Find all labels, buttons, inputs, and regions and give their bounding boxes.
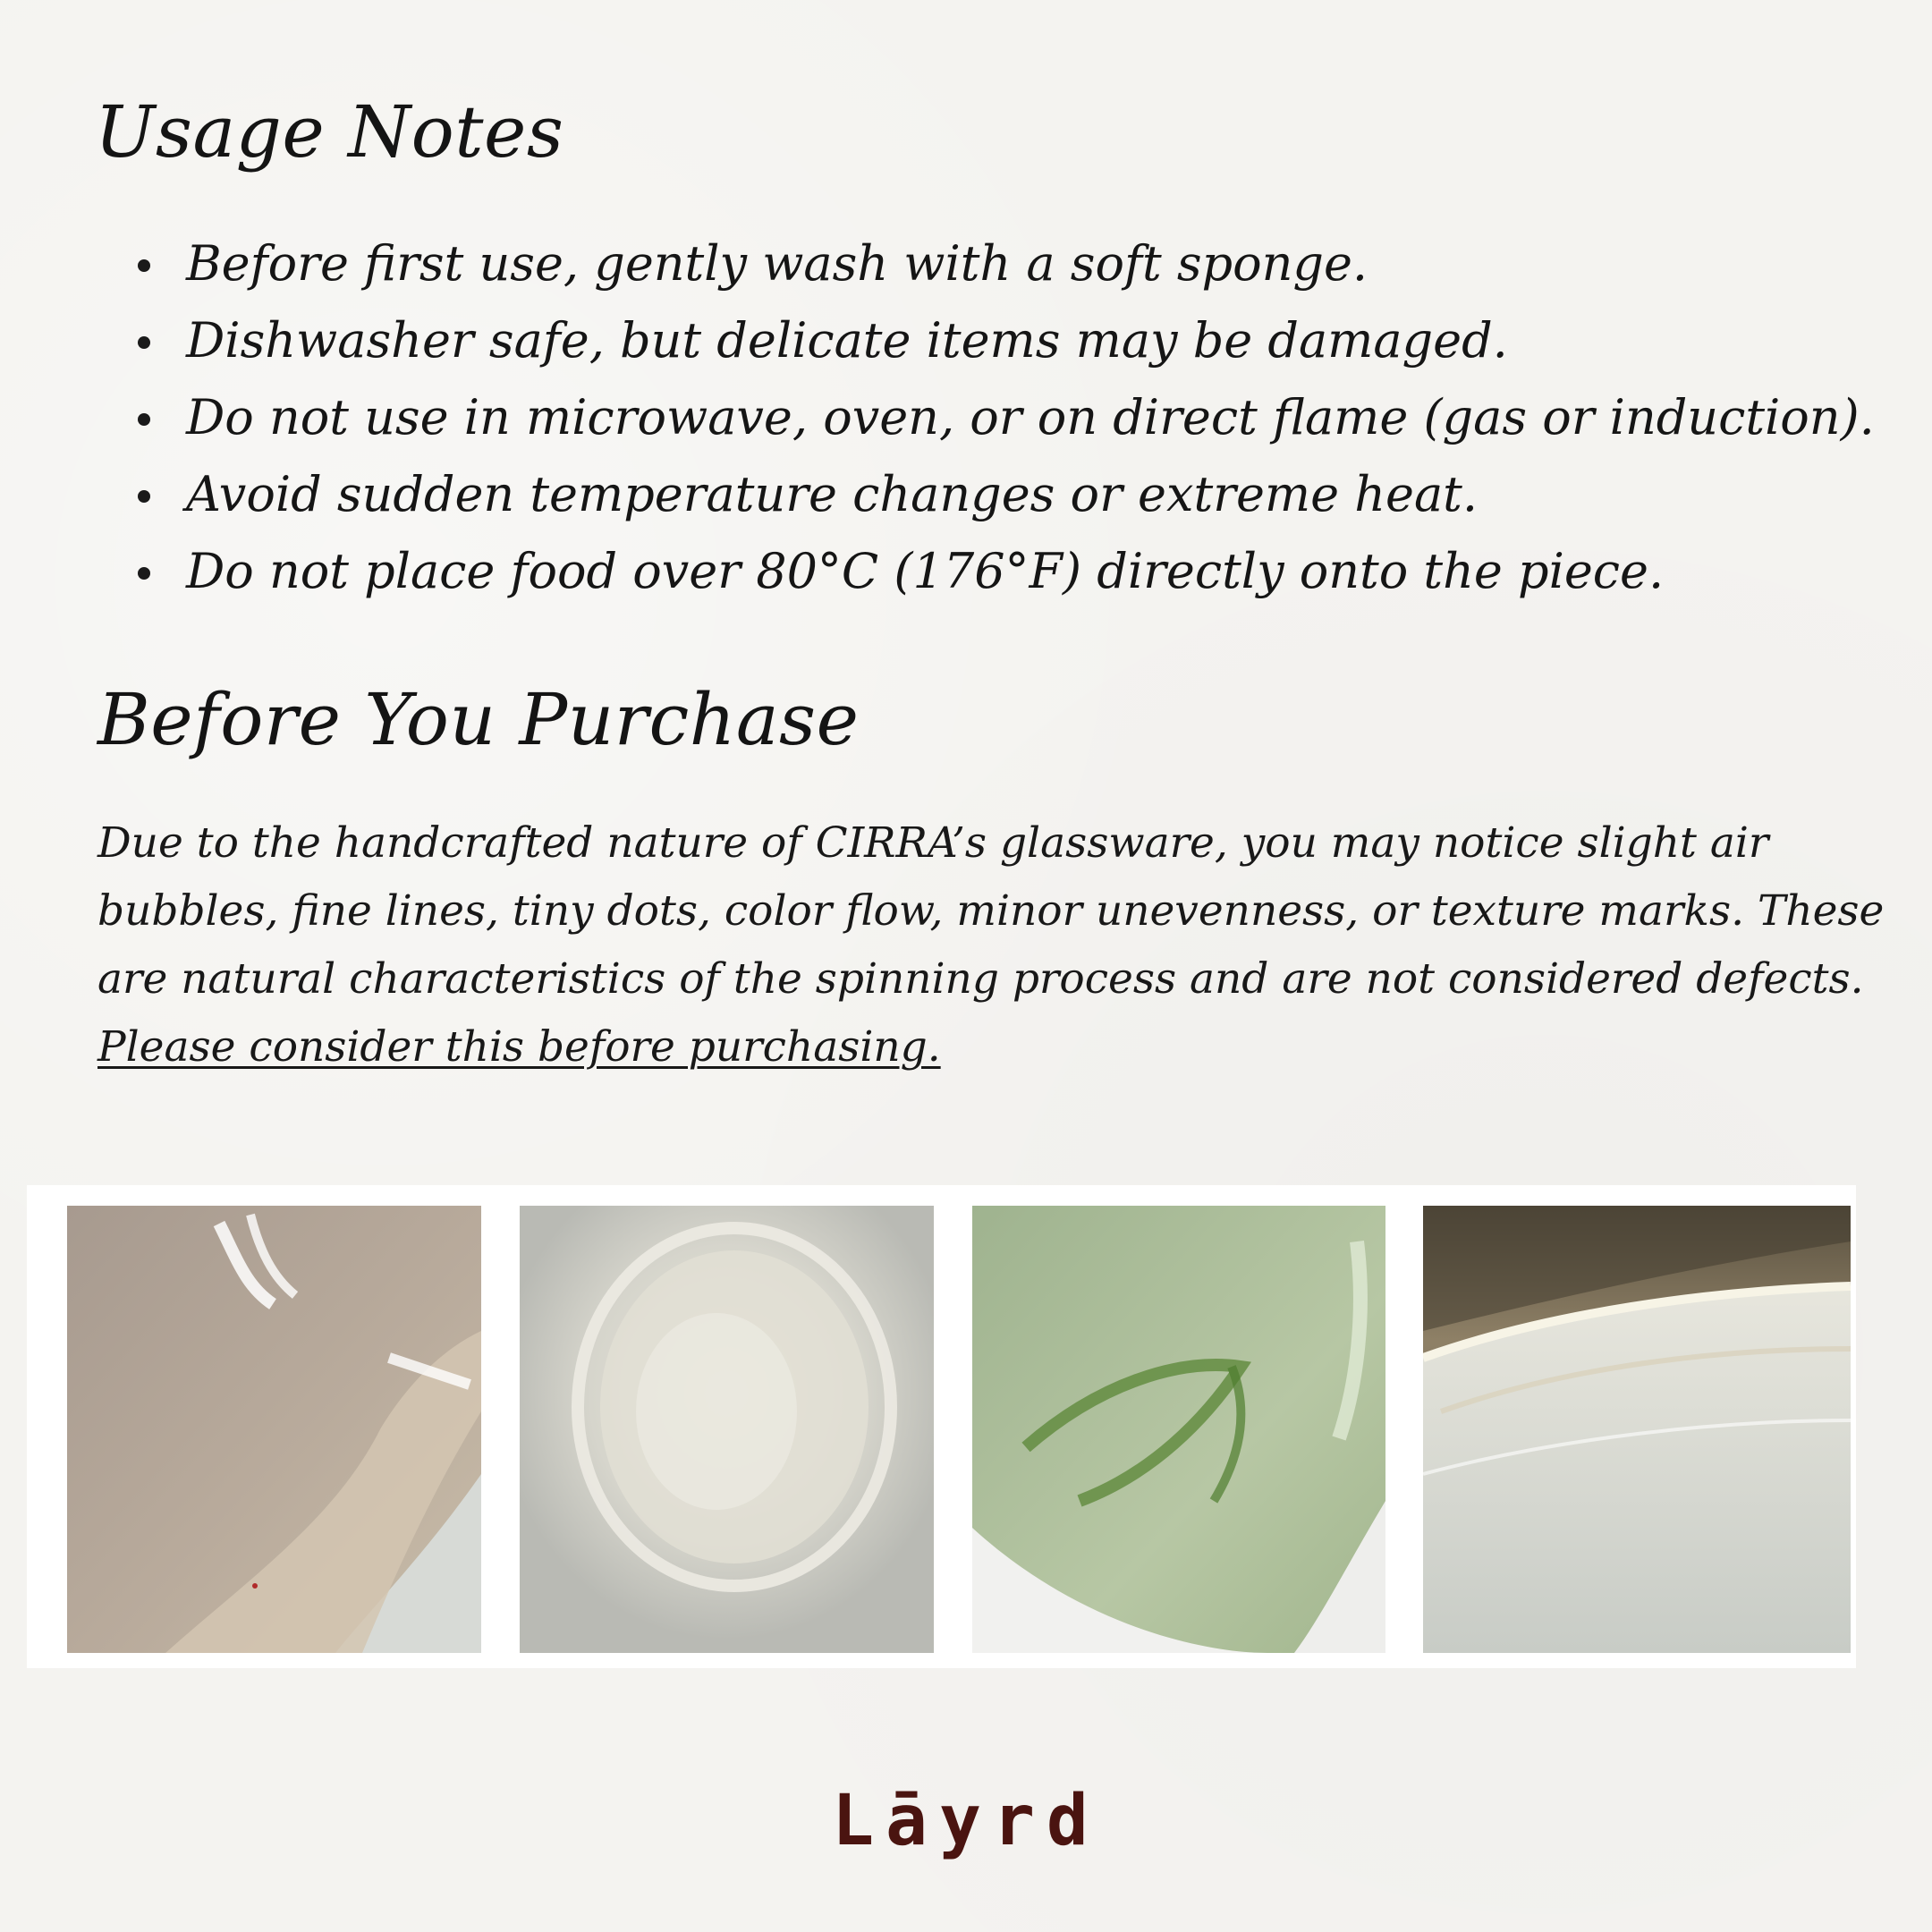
purchase-notice-text: Due to the handcrafted nature of CIRRA’s glassware, you may notice slight air bubbles, fine lines, tiny dots, color flow, minor unevenness, or texture marks. These are natural characteristics of the spinning process and are not considered defects. (97, 818, 1885, 1004)
usage-notes-list (134, 225, 1905, 610)
list-item: Do not place food over 80°C (176°F) directly onto the piece. (134, 533, 1905, 610)
photo-clear-glass-base (520, 1206, 934, 1653)
photo-green-swirl-glass (972, 1206, 1385, 1653)
brand-logo: Lāyrd (832, 1781, 1100, 1861)
list-item: Do not use in microwave, oven, or on direct flame (gas or induction). (134, 379, 1905, 456)
purchase-emphasis-text: Please consider this before purchasing. (97, 1022, 941, 1072)
photo-strip (27, 1185, 1856, 1668)
purchase-notice-paragraph (97, 809, 1886, 1081)
list-item: Dishwasher safe, but delicate items may be damaged. (134, 302, 1905, 379)
photo-clear-plate-edge (1423, 1206, 1851, 1653)
before-you-purchase-heading: Before You Purchase (97, 678, 860, 761)
usage-notes-heading: Usage Notes (95, 90, 564, 174)
list-item: Avoid sudden temperature changes or extreme heat. (134, 456, 1905, 533)
list-item: Before first use, gently wash with a soft sponge. (134, 225, 1905, 302)
photo-taupe-glass-rim (67, 1206, 481, 1653)
